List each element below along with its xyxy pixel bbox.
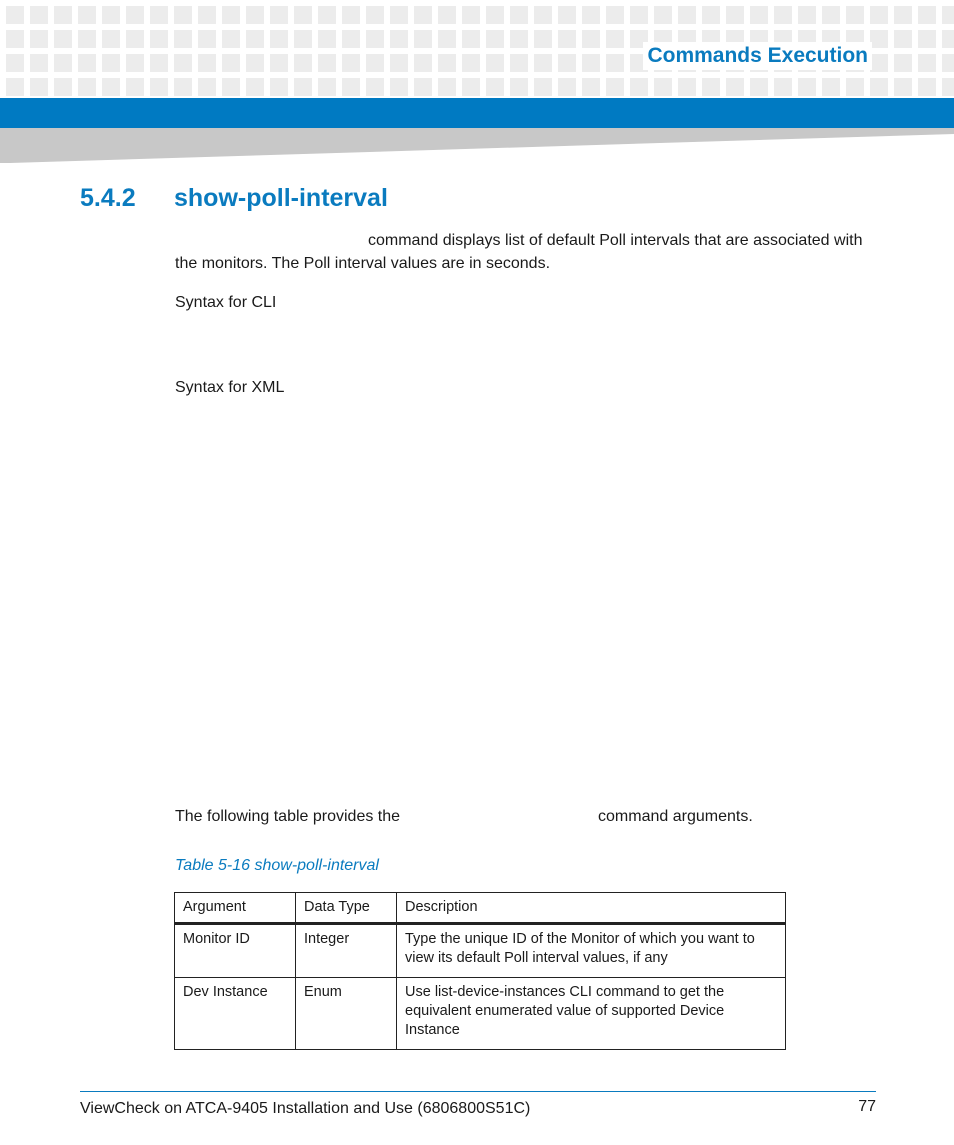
cell-argument: Monitor ID [175, 924, 296, 978]
table-row [175, 924, 786, 978]
cell-data-type: Enum [296, 978, 397, 1050]
intro-paragraph [175, 229, 865, 275]
intro-text: command displays list of default Poll intervals that are associated with the monitors. The Poll interval values are in seconds. [175, 232, 863, 272]
table-row [175, 978, 786, 1050]
syntax-xml-label: Syntax for XML [175, 379, 285, 396]
footer-rule [80, 1091, 876, 1092]
column-header-data-type: Data Type [296, 893, 397, 924]
header-grey-wedge [0, 128, 954, 164]
cell-description: Type the unique ID of the Monitor of which you want to view its default Poll interval values, if any [397, 924, 786, 978]
section-title: show-poll-interval [174, 184, 388, 212]
table-header-row [175, 893, 786, 924]
table-intro-prefix: The following table provides the [175, 808, 401, 825]
section-heading [80, 182, 388, 214]
arguments-table [174, 892, 786, 1050]
cell-description: Use list-device-instances CLI command to get the equivalent enumerated value of supported Device Instance [397, 978, 786, 1050]
section-number: 5.4.2 [80, 184, 136, 212]
table-intro-paragraph [175, 805, 865, 828]
column-header-description: Description [397, 893, 786, 924]
running-header-title: Commands Execution [643, 42, 872, 70]
header-blue-band [0, 98, 954, 128]
page-number: 77 [858, 1098, 876, 1115]
table-intro-suffix: command arguments. [598, 808, 753, 825]
syntax-cli-label: Syntax for CLI [175, 294, 277, 311]
table-caption: Table 5-16 show-poll-interval [175, 857, 379, 874]
footer-document-title: ViewCheck on ATCA-9405 Installation and Use (6806800S51C) [80, 1100, 531, 1117]
cell-data-type: Integer [296, 924, 397, 978]
cell-argument: Dev Instance [175, 978, 296, 1050]
column-header-argument: Argument [175, 893, 296, 924]
